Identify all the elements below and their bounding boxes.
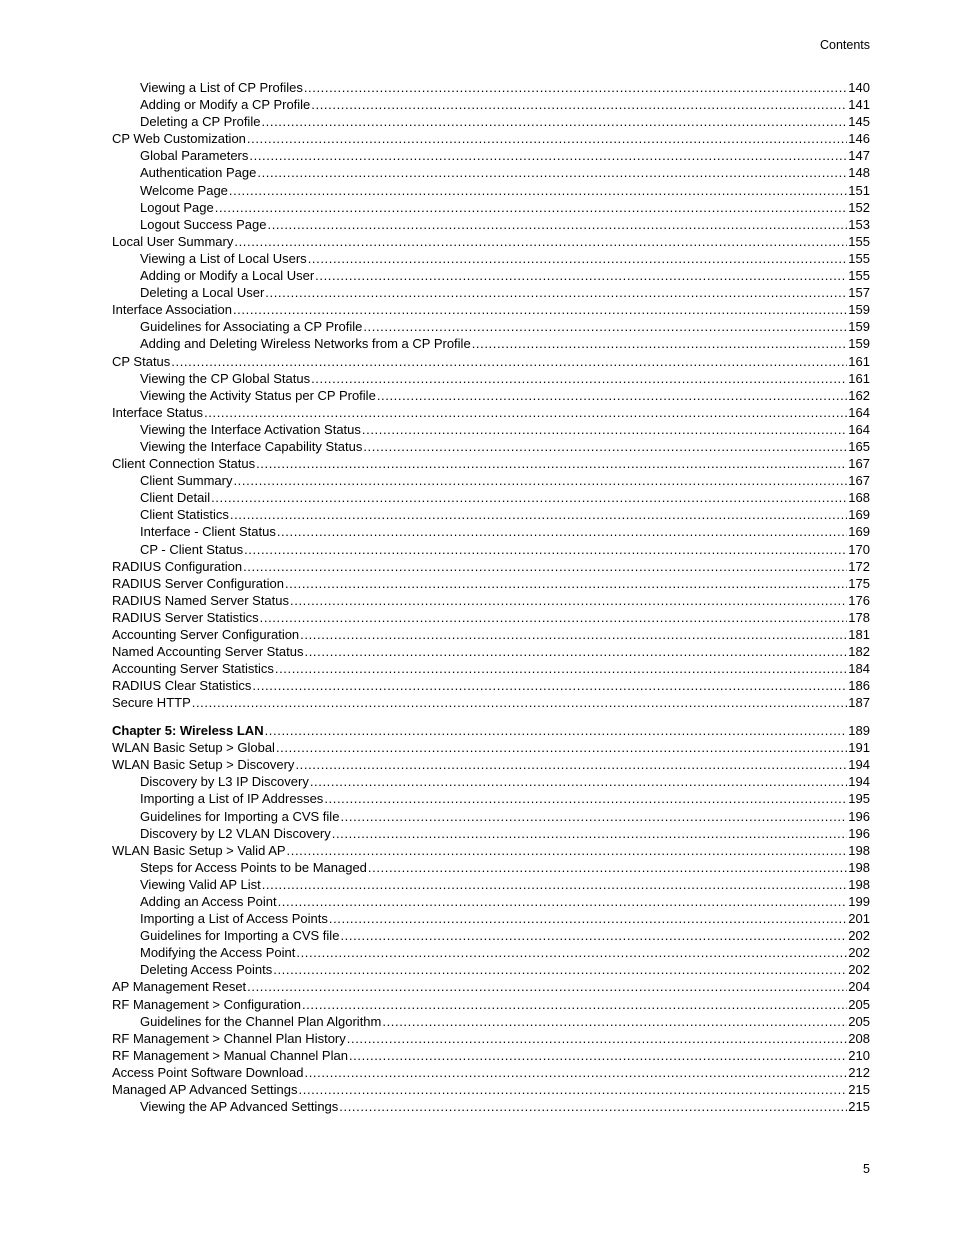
toc-entry-page: 155 [848,268,870,284]
toc-entry-title: Viewing the AP Advanced Settings [140,1099,339,1115]
dot-leader [233,472,847,489]
toc-entry-page: 169 [848,507,870,523]
dot-leader [382,1013,847,1030]
dot-leader [233,301,847,318]
toc-entry-page: 182 [848,644,870,660]
toc-entry-title: Deleting Access Points [140,962,273,978]
toc-entry-title: Viewing a List of CP Profiles [140,80,303,95]
toc-entry-title: Viewing the Interface Activation Status [140,421,361,437]
toc-entry-page: 204 [848,979,870,995]
toc-entry[interactable] [112,438,870,455]
toc-entry-title: RF Management > Manual Channel Plan [112,1047,348,1063]
toc-entry-title: Client Summary [140,473,233,489]
toc-entry[interactable] [112,472,870,489]
toc-entry[interactable] [112,790,870,807]
toc-entry[interactable] [112,978,870,995]
dot-leader [340,927,847,944]
toc-entry-title: AP Management Reset [112,979,247,995]
toc-entry-page: 140 [848,80,870,95]
toc-entry-page: 178 [848,609,870,625]
toc-entry[interactable] [112,250,870,267]
toc-entry-title: Local User Summary [112,233,234,249]
dot-leader [324,790,847,807]
toc-entry-title: Discovery by L3 IP Discovery [140,774,309,790]
toc-entry[interactable] [112,1098,870,1115]
toc-entry-page: 152 [848,199,870,215]
toc-entry[interactable] [112,996,870,1013]
toc-entry-page: 170 [848,541,870,557]
dot-leader [305,643,848,660]
toc-entry-title: Guidelines for Associating a CP Profile [140,319,363,335]
toc-entry-title: WLAN Basic Setup > Discovery [112,757,295,773]
toc-entry-title: Guidelines for the Channel Plan Algorithm [140,1013,382,1029]
toc-entry-page: 181 [848,627,870,642]
toc-entry-page: 161 [848,353,870,369]
toc-entry-title: Modifying the Access Point [140,945,296,961]
dot-leader [261,113,847,130]
toc-entry-page: 169 [848,524,870,540]
toc-entry-page: 205 [848,996,870,1012]
toc-entry[interactable] [112,609,870,626]
dot-leader [256,455,847,472]
toc-entry-title: Named Accounting Server Status [112,644,304,660]
toc-entry[interactable] [112,756,870,773]
dot-leader [349,1047,847,1064]
toc-entry-page: 184 [848,661,870,677]
toc-entry[interactable] [112,773,870,790]
toc-entry[interactable] [112,335,870,352]
toc-entry-page: 202 [848,928,870,944]
toc-entry-title: Client Connection Status [112,456,256,472]
toc-entry-page: 199 [848,894,870,909]
dot-leader [252,677,847,694]
toc-entry-page: 191 [848,740,870,756]
toc-entry-page: 194 [848,774,870,790]
toc-entry-title: CP Web Customization [112,131,246,147]
dot-leader [362,421,847,438]
toc-entry[interactable] [112,1030,870,1047]
dot-leader [315,267,847,284]
dot-leader [230,506,847,523]
toc-entry-page: 167 [848,456,870,472]
toc-entry[interactable] [112,944,870,961]
toc-entry-title: Viewing the CP Global Status [140,370,311,386]
dot-leader [299,1081,848,1098]
toc-entry-page: 164 [848,404,870,420]
toc-entry[interactable] [112,387,870,404]
dot-leader [229,182,847,199]
toc-entry[interactable] [112,318,870,335]
dot-leader [295,756,847,773]
dot-leader [285,575,847,592]
toc-entry-page: 205 [848,1013,870,1029]
toc-entry-page: 147 [848,148,870,164]
toc-entry-page: 167 [848,473,870,489]
dot-leader [347,1030,848,1047]
toc-entry-title: RF Management > Configuration [112,996,301,1012]
dot-leader [215,199,848,216]
toc-entry[interactable] [112,182,870,199]
toc-entry[interactable] [112,267,870,284]
dot-leader [300,626,847,643]
toc-entry-page: 198 [848,842,870,858]
toc-entry[interactable] [112,961,870,978]
dot-leader [340,808,847,825]
toc-entry-page: 195 [848,791,870,807]
toc-entry-title: Deleting a CP Profile [140,114,261,130]
toc-entry[interactable] [112,523,870,540]
toc-entry-page: 202 [848,962,870,978]
toc-entry-title: Guidelines for Importing a CVS file [140,808,340,824]
toc-entry[interactable] [112,575,870,592]
dot-leader [339,1098,847,1115]
toc-entry[interactable] [112,284,870,301]
dot-leader [265,284,847,301]
dot-leader [308,250,848,267]
toc-entry-page: 151 [848,182,870,198]
dot-leader [192,694,848,711]
toc-entry[interactable] [112,147,870,164]
toc-entry-title: Interface - Client Status [140,524,276,540]
dot-leader [290,592,847,609]
toc-entry-page: 148 [848,165,870,181]
toc-entry-title: Interface Association [112,302,232,318]
dot-leader [262,876,848,893]
toc-entry-title: Secure HTTP [112,695,191,711]
toc-entry-title: Accounting Server Configuration [112,627,300,642]
toc-entry[interactable] [112,739,870,756]
toc-entry-title: WLAN Basic Setup > Global [112,740,275,756]
toc-entry[interactable] [112,301,870,318]
toc-entry-page: 187 [848,695,870,711]
toc-entry[interactable] [112,808,870,825]
toc-entry[interactable] [112,825,870,842]
toc-entry[interactable] [112,455,870,472]
dot-leader [311,96,847,113]
toc-entry-page: 198 [848,876,870,892]
dot-leader [273,961,847,978]
dot-leader [234,233,847,250]
dot-leader [171,353,847,370]
toc-entry-title: Global Parameters [140,148,249,164]
toc-entry-page: 155 [848,250,870,266]
toc-entry[interactable] [112,1047,870,1064]
toc-entry[interactable] [112,842,870,859]
toc-entry[interactable] [112,421,870,438]
toc-entry[interactable] [112,876,870,893]
toc-entry[interactable] [112,96,870,113]
toc-entry-title: RADIUS Server Statistics [112,609,259,625]
toc-entry[interactable] [112,893,870,910]
toc-entry-page: 196 [848,808,870,824]
toc-entry-title: Interface Status [112,404,204,420]
dot-leader [257,164,847,181]
toc-entry-title: RF Management > Channel Plan History [112,1030,346,1046]
toc-entry[interactable] [112,79,870,96]
toc-entry-page: 215 [848,1099,870,1115]
toc-entry-title: Guidelines for Importing a CVS file [140,928,340,944]
dot-leader [363,438,847,455]
toc-entry-title: Importing a List of Access Points [140,911,328,927]
toc-entry[interactable] [112,592,870,609]
toc-entry[interactable] [112,859,870,876]
toc-entry-title: RADIUS Server Configuration [112,575,284,591]
running-header: Contents [819,38,870,52]
toc-entry-title: Adding an Access Point [140,894,277,909]
table-of-contents [112,79,870,1115]
dot-leader [304,1064,847,1081]
toc-entry-page: 146 [848,131,870,147]
toc-entry-page: 196 [848,825,870,841]
toc-entry[interactable] [112,353,870,370]
toc-entry-title: RADIUS Clear Statistics [112,678,252,694]
toc-entry[interactable] [112,558,870,575]
toc-entry-page: 215 [848,1082,870,1098]
toc-entry-title: Client Detail [140,490,211,506]
toc-entry[interactable] [112,113,870,130]
toc-entry-page: 145 [848,114,870,130]
dot-leader [267,216,847,233]
dot-leader [247,978,847,995]
toc-entry-page: 172 [848,558,870,574]
toc-entry-title: Managed AP Advanced Settings [112,1082,298,1098]
toc-entry-title: Importing a List of IP Addresses [140,791,324,807]
dot-leader [363,318,847,335]
toc-entry[interactable] [112,216,870,233]
toc-entry-title: Access Point Software Download [112,1064,304,1080]
toc-entry-page: 212 [848,1064,870,1080]
dot-leader [204,404,847,421]
toc-entry[interactable] [112,1064,870,1081]
toc-entry[interactable] [112,541,870,558]
toc-entry[interactable] [112,694,870,711]
dot-leader [277,523,847,540]
toc-entry[interactable] [112,489,870,506]
dot-leader [302,996,847,1013]
dot-leader [287,842,848,859]
toc-entry-page: 194 [848,757,870,773]
toc-entry-page: 176 [848,592,870,608]
toc-entry-page: 186 [848,678,870,694]
toc-entry-page: 153 [848,216,870,232]
toc-entry-page: 168 [848,490,870,506]
toc-entry-title: CP - Client Status [140,541,244,557]
toc-entry[interactable] [112,370,870,387]
dot-leader [296,944,847,961]
dot-leader [472,335,848,352]
toc-entry-title: Adding and Deleting Wireless Networks from a CP Profile [140,336,471,352]
toc-entry-page: 175 [848,575,870,591]
toc-entry-title: Deleting a Local User [140,285,265,301]
toc-entry-title: Welcome Page [140,182,228,198]
dot-leader [278,893,848,910]
toc-entry[interactable] [112,130,870,147]
toc-entry-title: Viewing Valid AP List [140,876,261,892]
toc-entry-title: CP Status [112,353,171,369]
dot-leader [260,609,848,626]
dot-leader [249,147,847,164]
dot-leader [332,825,848,842]
toc-entry[interactable] [112,1013,870,1030]
toc-entry-page: 155 [848,233,870,249]
toc-entry[interactable] [112,643,870,660]
toc-entry[interactable] [112,660,870,677]
toc-entry-page: 157 [848,285,870,301]
toc-entry[interactable] [112,404,870,421]
toc-entry[interactable] [112,677,870,694]
toc-entry-page: 208 [848,1030,870,1046]
toc-entry[interactable] [112,506,870,523]
toc-entry[interactable] [112,1081,870,1098]
toc-entry-title: Logout Success Page [140,216,267,232]
toc-entry-title: Authentication Page [140,165,257,181]
dot-leader [304,79,847,96]
toc-entry-page: 141 [848,97,870,113]
toc-entry-title: Viewing the Activity Status per CP Profile [140,387,376,403]
toc-entry-title: Adding or Modify a CP Profile [140,97,311,113]
toc-entry-title: Steps for Access Points to be Managed [140,859,367,875]
toc-entry-page: 161 [848,370,870,386]
dot-leader [265,722,848,739]
toc-entry[interactable] [112,199,870,216]
page-number: 5 [863,1162,870,1176]
toc-entry-title: RADIUS Named Server Status [112,592,290,608]
toc-entry-title: Viewing a List of Local Users [140,250,307,266]
toc-entry-page: 159 [848,319,870,335]
toc-entry-title: Adding or Modify a Local User [140,268,315,284]
toc-entry-title: WLAN Basic Setup > Valid AP [112,842,286,858]
toc-entry[interactable] [112,910,870,927]
toc-entry[interactable] [112,927,870,944]
toc-entry[interactable] [112,164,870,181]
dot-leader [310,773,847,790]
toc-entry-title: Discovery by L2 VLAN Discovery [140,825,331,841]
dot-leader [275,660,847,677]
toc-entry-page: 189 [848,723,870,739]
toc-entry-page: 198 [848,859,870,875]
toc-entry-page: 162 [848,387,870,403]
dot-leader [247,130,847,147]
dot-leader [329,910,847,927]
dot-leader [368,859,847,876]
dot-leader [311,370,847,387]
toc-entry-title: Chapter 5: Wireless LAN [112,723,264,739]
dot-leader [377,387,847,404]
toc-entry[interactable] [112,233,870,250]
toc-entry[interactable] [112,626,870,643]
toc-entry-title: Accounting Server Statistics [112,661,274,677]
toc-entry-page: 210 [848,1047,870,1063]
dot-leader [244,541,847,558]
dot-leader [243,558,847,575]
toc-entry-title: Logout Page [140,199,214,215]
toc-entry-page: 165 [848,438,870,454]
toc-entry-title: Viewing the Interface Capability Status [140,438,363,454]
dot-leader [211,489,847,506]
toc-entry-page: 164 [848,421,870,437]
toc-entry-page: 159 [848,302,870,318]
toc-chapter-entry[interactable] [112,722,870,739]
toc-entry-title: Client Statistics [140,507,229,523]
toc-entry-page: 159 [848,336,870,352]
toc-entry-page: 202 [848,945,870,961]
dot-leader [276,739,847,756]
toc-entry-page: 201 [848,911,870,927]
toc-entry-title: RADIUS Configuration [112,558,243,574]
